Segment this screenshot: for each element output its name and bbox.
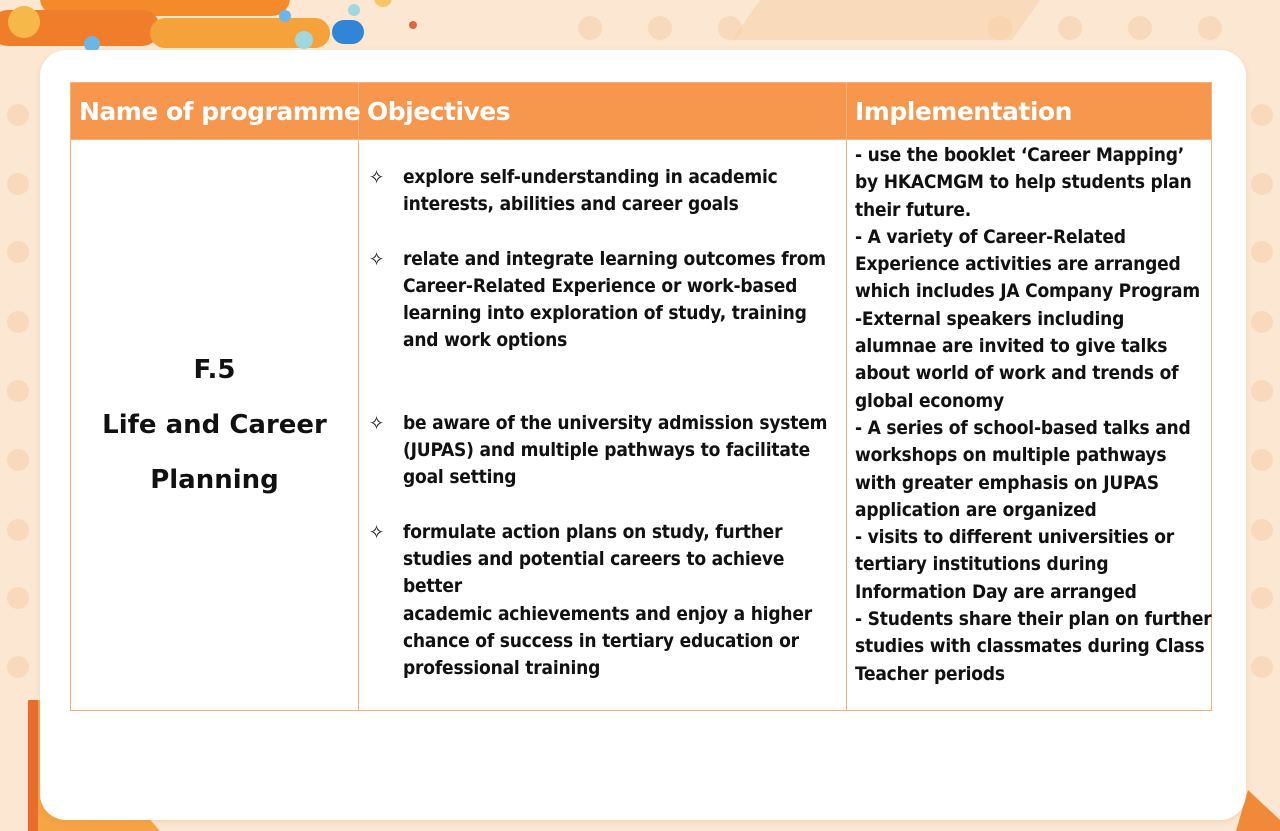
- objective-line: studies and potential careers to achieve better: [403, 547, 785, 598]
- objectives-list: [369, 164, 836, 682]
- objective-line: (JUPAS) and multiple pathways to facilitate: [403, 439, 811, 462]
- objective-text: [403, 519, 836, 683]
- programme-name-line-2: Planning: [150, 464, 279, 495]
- objective-line: relate and integrate learning outcomes from: [403, 247, 826, 270]
- implementation-line: alumnae are invited to give talks: [855, 335, 1168, 358]
- implementation-line: their future.: [855, 198, 972, 221]
- objective-line: professional training: [403, 657, 601, 680]
- implementation-cell: [847, 140, 1212, 711]
- implementation-line: about world of work and trends of: [855, 362, 1179, 385]
- implementation-line: Experience activities are arranged: [855, 253, 1181, 276]
- implementation-line: which includes JA Company Program: [855, 280, 1200, 303]
- objectives-cell: [359, 140, 847, 711]
- programme-name-cell: [71, 140, 359, 711]
- objective-line: be aware of the university admission system: [403, 411, 828, 434]
- implementation-line: with greater emphasis on JUPAS: [855, 471, 1159, 494]
- implementation-line: -External speakers including: [855, 307, 1125, 330]
- objective-item: [369, 410, 836, 492]
- header-implementation: Implementation: [847, 83, 1212, 140]
- objective-line: learning into exploration of study, training: [403, 302, 807, 325]
- programme-table: [70, 82, 1212, 711]
- implementation-line: application are organized: [855, 498, 1097, 521]
- objective-text: [403, 246, 826, 355]
- objective-line: formulate action plans on study, further: [403, 520, 783, 543]
- implementation-line: by HKACMGM to help students plan: [855, 171, 1192, 194]
- four-point-star-icon: ✧: [369, 165, 384, 189]
- table-header-row: [71, 83, 1212, 140]
- implementation-line: Teacher periods: [855, 662, 1005, 685]
- objective-line: Career-Related Experience or work-based: [403, 274, 798, 297]
- objective-text: [403, 164, 778, 219]
- objective-line: chance of success in tertiary education or: [403, 629, 799, 652]
- implementation-line: - use the booklet ‘Career Mapping’: [855, 144, 1185, 166]
- implementation-line: global economy: [855, 389, 1004, 412]
- implementation-line: - visits to different universities or: [855, 526, 1175, 549]
- objective-line: academic achievements and enjoy a higher: [403, 602, 812, 625]
- implementation-line: - A variety of Career-Related: [855, 225, 1126, 248]
- programme-grade: F.5: [193, 354, 236, 385]
- four-point-star-icon: ✧: [369, 519, 384, 544]
- header-objectives: Objectives: [359, 83, 847, 140]
- programme-name-line-1: Life and Career: [102, 409, 327, 440]
- objective-line: explore self-understanding in academic: [403, 166, 778, 188]
- objective-item: [369, 164, 836, 219]
- objective-item: [369, 519, 836, 683]
- table-row: [71, 140, 1212, 711]
- objective-line: and work options: [403, 329, 568, 352]
- objective-line: interests, abilities and career goals: [403, 193, 739, 216]
- objective-item: [369, 246, 836, 355]
- implementation-line: tertiary institutions during: [855, 553, 1109, 576]
- objective-text: [403, 410, 827, 492]
- implementation-line: Information Day are arranged: [855, 580, 1137, 603]
- implementation-line: - Students share their plan on further: [855, 608, 1212, 631]
- implementation-line: - A series of school-based talks and: [855, 416, 1191, 439]
- implementation-line: workshops on multiple pathways: [855, 444, 1167, 467]
- implementation-line: studies with classmates during Class: [855, 635, 1205, 658]
- four-point-star-icon: ✧: [369, 246, 384, 271]
- objective-line: goal setting: [403, 466, 517, 489]
- four-point-star-icon: ✧: [369, 410, 384, 435]
- implementation-list: [855, 142, 1212, 688]
- header-name-of-programme: Name of programme: [71, 83, 359, 140]
